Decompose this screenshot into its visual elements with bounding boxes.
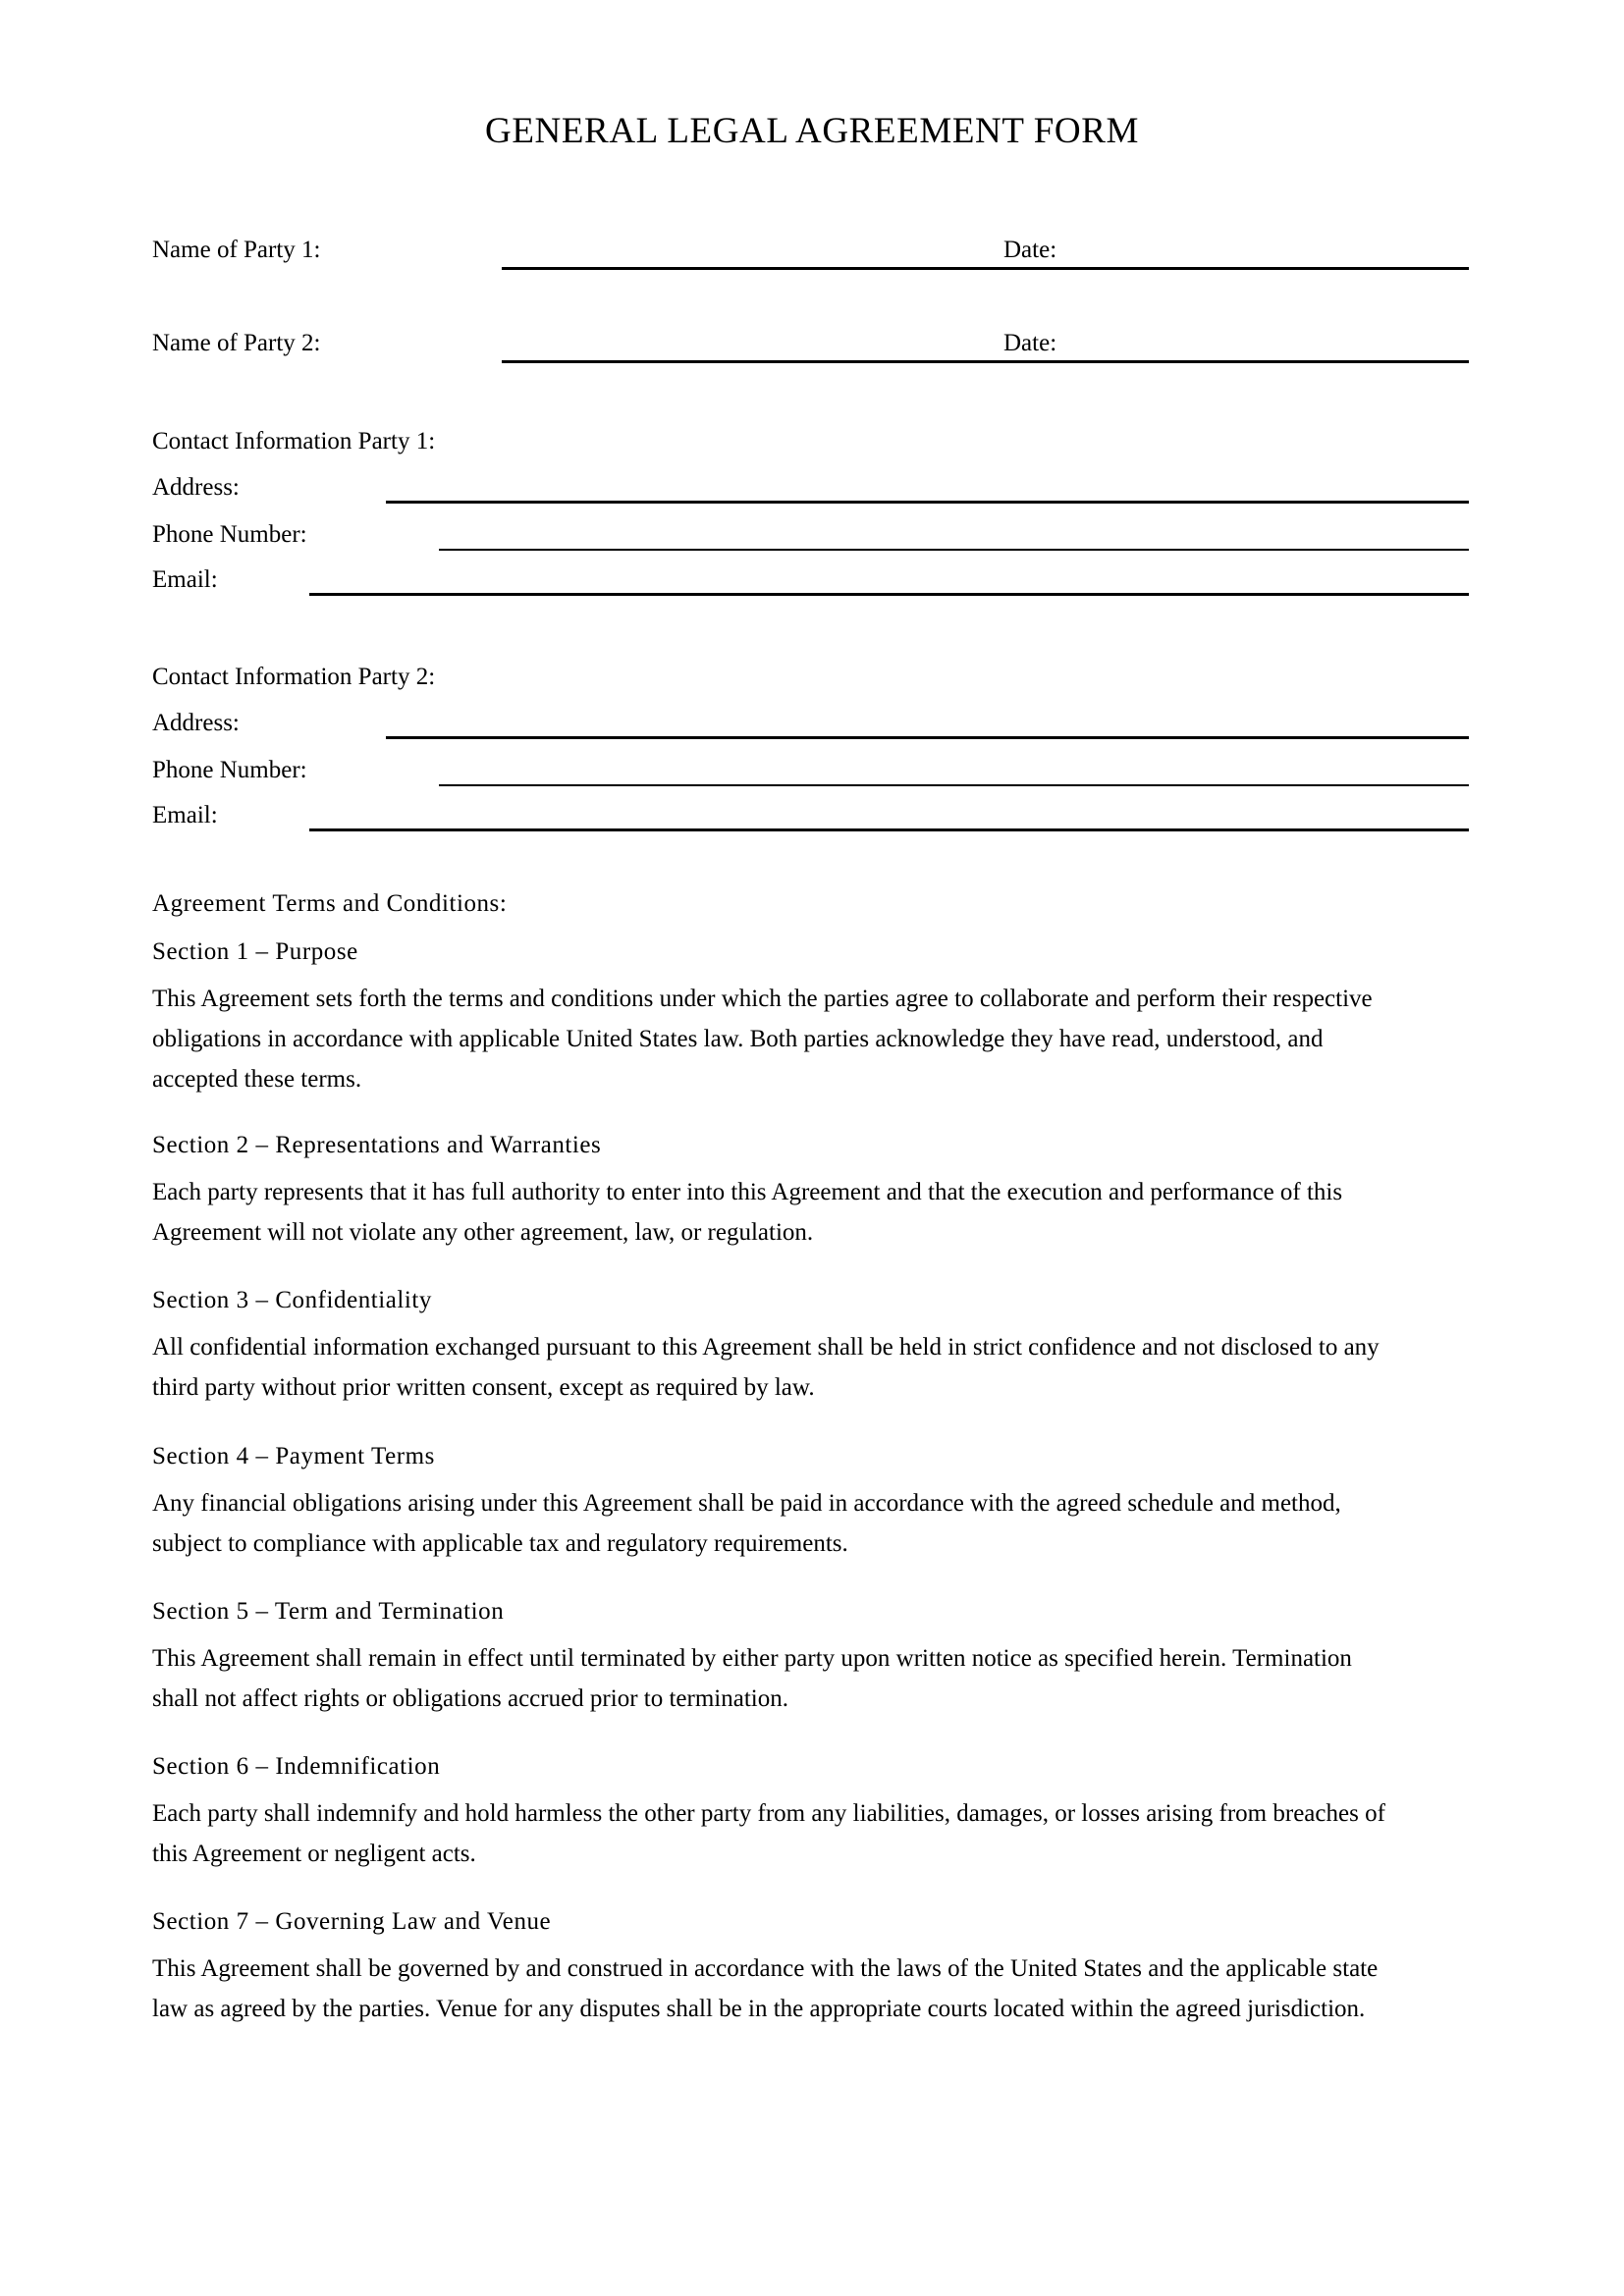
section-2-body: Each party represents that it has full authority to enter into this Agreement and that the execution and performance of this Agreement will not violate any other agreement, law, or regulation. (152, 1179, 1343, 1246)
party-2-phone-number-label: Phone Number: (152, 757, 307, 783)
party-1-name-date-input-rule[interactable] (502, 267, 1469, 270)
section-4-body: Any financial obligations arising under this Agreement shall be paid in accordance with the agreed schedule and method, subject to compliance with applicable tax and regulatory requirements. (152, 1490, 1341, 1557)
party-2-email-input-rule[interactable] (309, 828, 1469, 831)
name-of-party-1-label: Name of Party 1: (152, 237, 321, 263)
party-1-address-label: Address: (152, 474, 240, 501)
section-6-heading: Section 6 – Indemnification (152, 1753, 441, 1780)
section-2-heading: Section 2 – Representations and Warranties (152, 1132, 602, 1158)
section-4-heading: Section 4 – Payment Terms (152, 1443, 435, 1469)
party-2-name-date-input-rule[interactable] (502, 360, 1469, 363)
section-5-body: This Agreement shall remain in effect until terminated by either party upon written notice as specified herein. Termination shall not affect rights or obligations accrued prior to termination. (152, 1645, 1352, 1712)
page-title: GENERAL LEGAL AGREEMENT FORM (485, 111, 1139, 151)
party-1-date-label: Date: (1003, 237, 1057, 263)
section-3-heading: Section 3 – Confidentiality (152, 1287, 432, 1313)
section-7-heading: Section 7 – Governing Law and Venue (152, 1908, 552, 1935)
name-of-party-2-label: Name of Party 2: (152, 330, 321, 356)
agreement-terms-heading: Agreement Terms and Conditions: (152, 890, 508, 917)
section-6-body: Each party shall indemnify and hold harmless the other party from any liabilities, damages, or losses arising from breaches of this Agreement or negligent acts. (152, 1800, 1385, 1867)
section-3-body: All confidential information exchanged pursuant to this Agreement shall be held in strict confidence and not disclosed to any third party without prior written consent, except as required by law. (152, 1334, 1380, 1401)
party-1-email-input-rule[interactable] (309, 593, 1469, 596)
party-2-address-label: Address: (152, 710, 240, 736)
party-2-email-label: Email: (152, 802, 218, 828)
party-1-phone-number-input-rule[interactable] (439, 549, 1469, 551)
section-1-heading: Section 1 – Purpose (152, 938, 358, 965)
party-1-phone-number-label: Phone Number: (152, 521, 307, 548)
party-1-email-label: Email: (152, 566, 218, 593)
party-2-date-label: Date: (1003, 330, 1057, 356)
party-2-address-input-rule[interactable] (386, 736, 1469, 739)
section-7-body: This Agreement shall be governed by and construed in accordance with the laws of the United States and the applicable state law as agreed by the parties. Venue for any disputes shall be in the appropriate courts located within the agreed jurisdiction. (152, 1955, 1379, 2022)
section-1-body: This Agreement sets forth the terms and conditions under which the parties agree to collaborate and perform their respective obligations in accordance with applicable United States law. Both parties acknowledge they have read, understood, and accepted these terms. (152, 986, 1373, 1093)
party-1-address-input-rule[interactable] (386, 501, 1469, 504)
section-5-heading: Section 5 – Term and Termination (152, 1598, 505, 1625)
party-2-phone-number-input-rule[interactable] (439, 784, 1469, 786)
contact-information-party-1-heading: Contact Information Party 1: (152, 428, 436, 454)
contact-information-party-2-heading: Contact Information Party 2: (152, 664, 436, 690)
